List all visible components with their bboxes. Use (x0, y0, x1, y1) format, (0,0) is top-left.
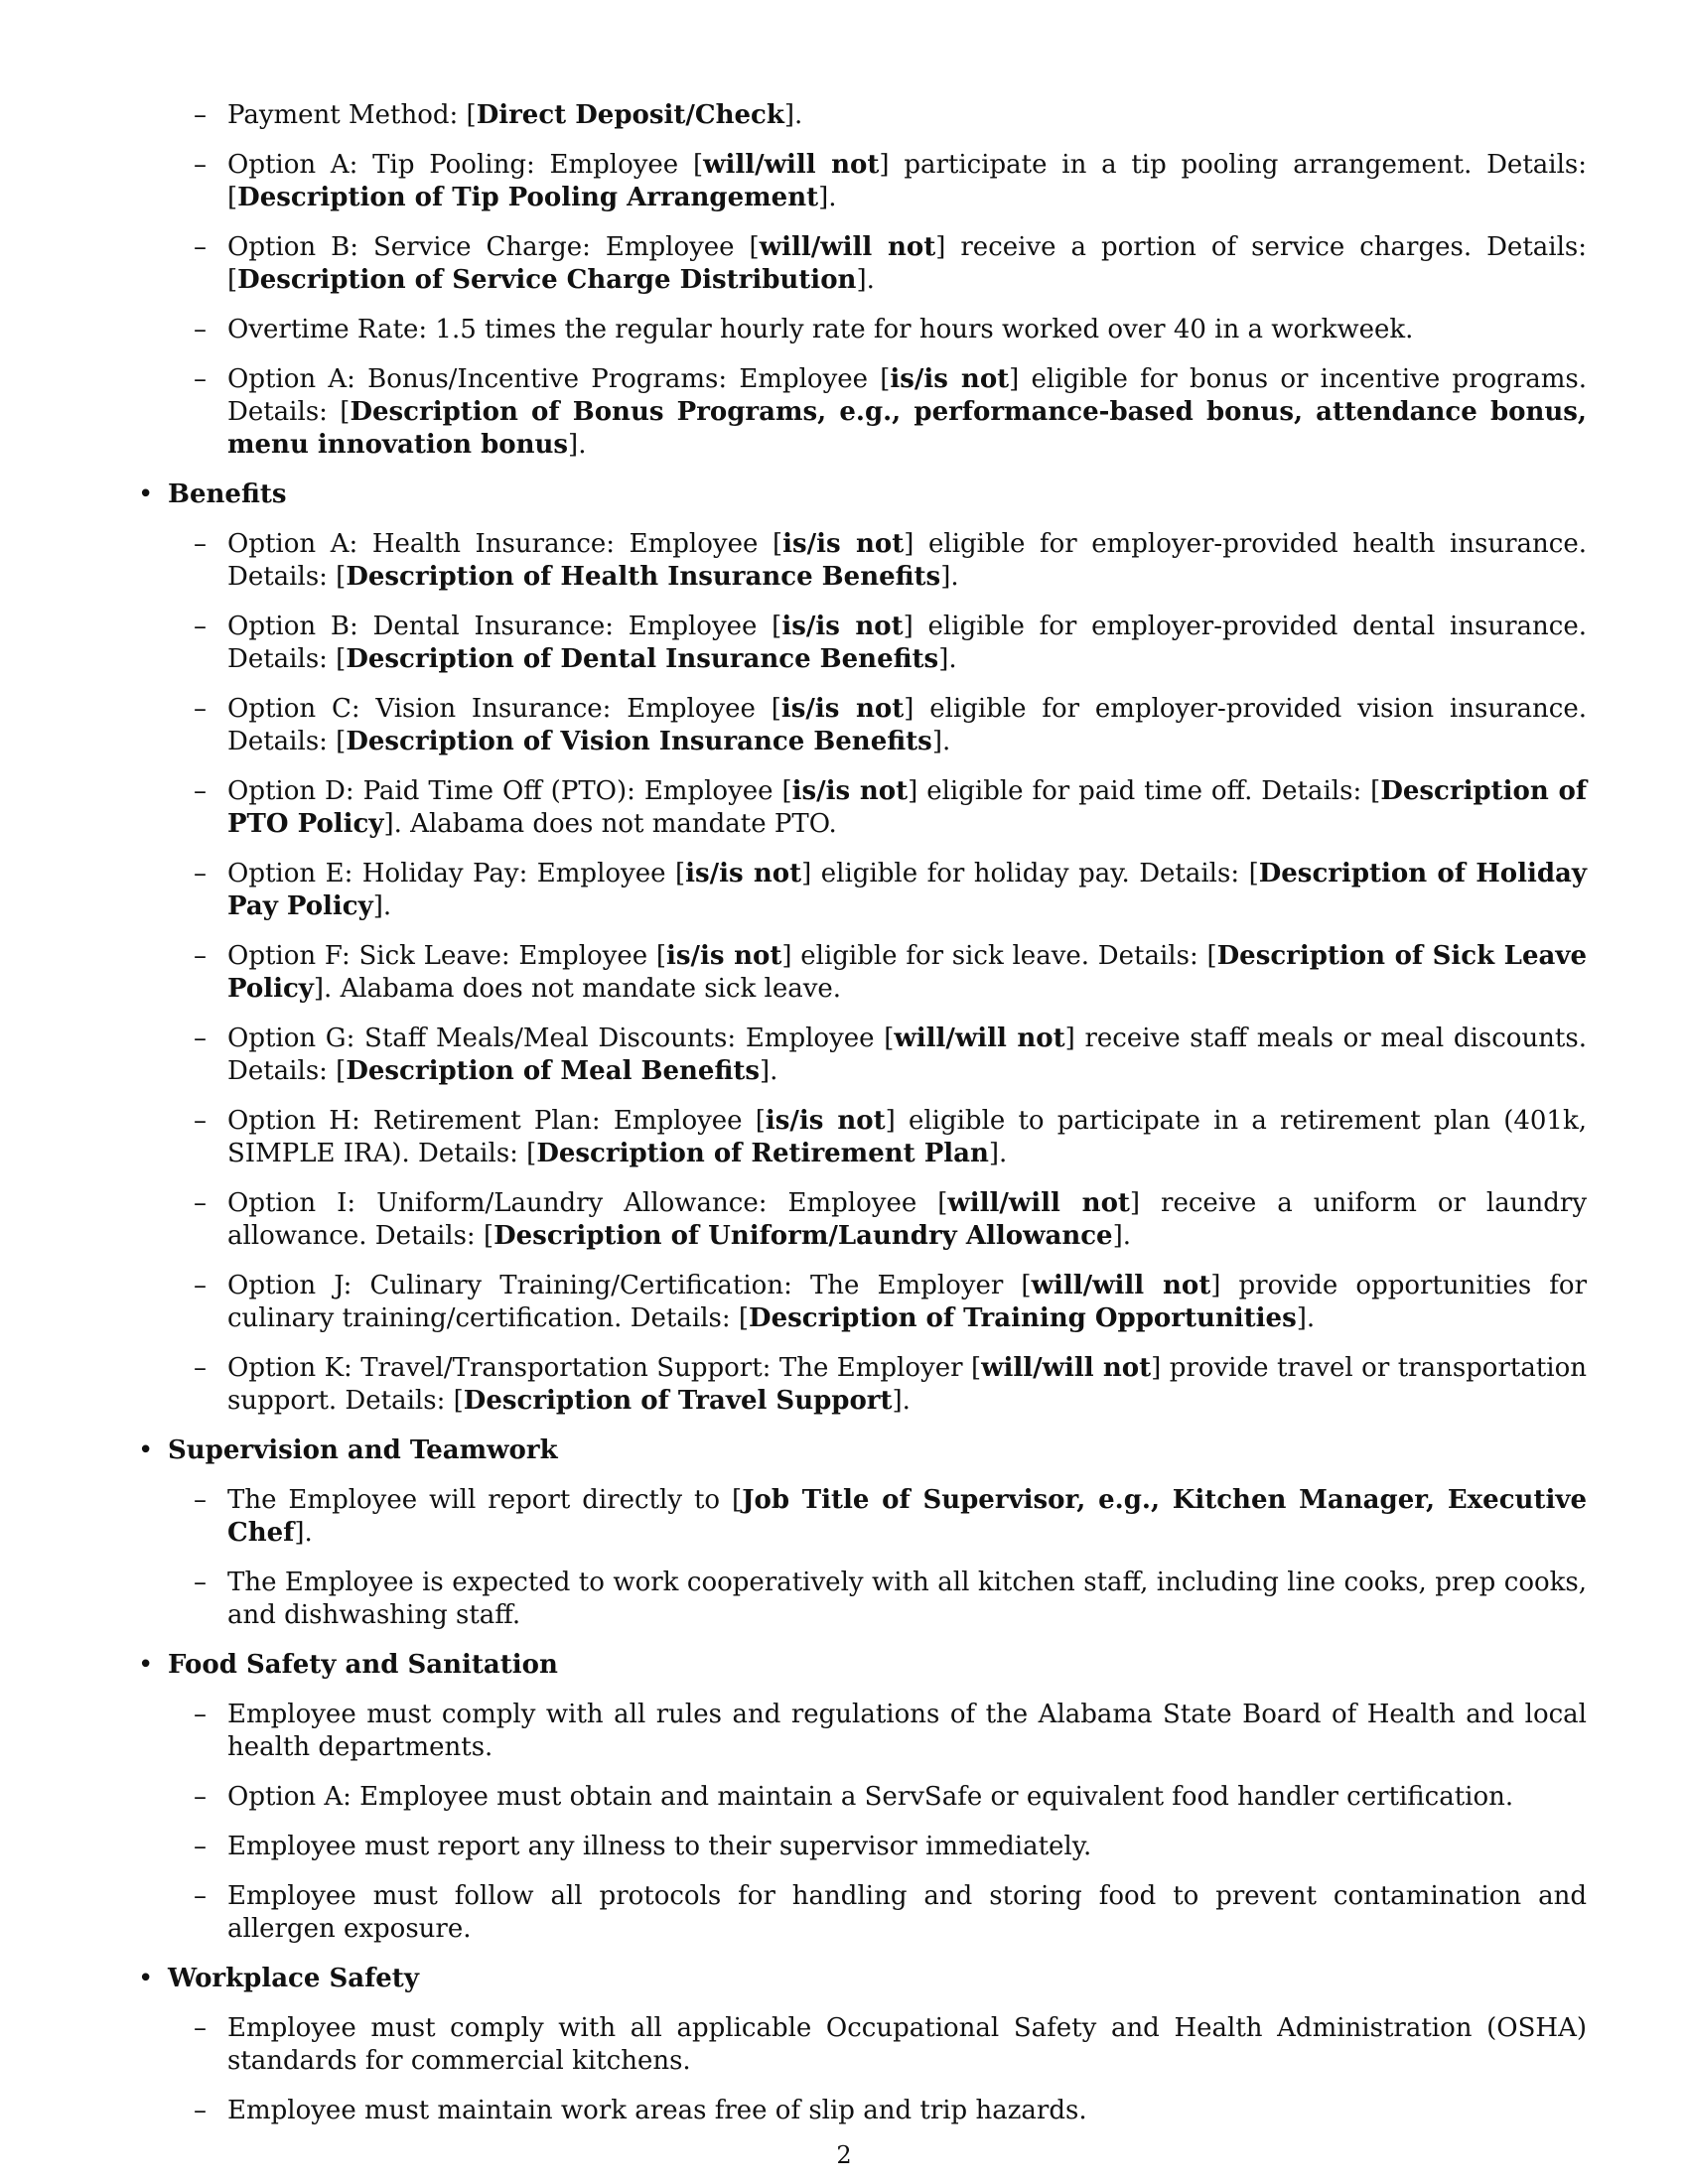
item-text: ] eligible for employer-provided vision insurance. Details: [ (227, 694, 1587, 756)
item-text: ]. (856, 265, 875, 295)
placeholder-text: is/is not (781, 612, 904, 641)
placeholder-text: is/is not (666, 941, 782, 971)
dash-marker: – (194, 2013, 207, 2043)
dash-marker: – (194, 694, 207, 724)
placeholder-text: Description of Tip Pooling Arrangement (237, 183, 819, 212)
dash-marker: – (194, 1832, 207, 1861)
item-text: ] eligible for employer-provided health insurance. Details: [ (227, 529, 1587, 592)
dash-marker: – (194, 100, 207, 130)
list-item (194, 940, 1588, 1006)
list-item (194, 1187, 1588, 1253)
placeholder-text: Description of Retirement Plan (536, 1139, 989, 1168)
bullet-marker: • (138, 1435, 154, 1465)
section-items (168, 528, 1587, 1418)
dash-marker: – (194, 1881, 207, 1911)
list-item (194, 231, 1587, 297)
dash-marker: – (194, 1024, 207, 1053)
section (134, 478, 1587, 1418)
placeholder-text: Description of PTO Policy (227, 776, 1588, 839)
dash-marker: – (194, 150, 207, 180)
placeholder-text: will/will not (759, 232, 936, 262)
dash-marker: – (194, 1485, 207, 1515)
list-item (194, 858, 1587, 923)
item-text: ]. (760, 1056, 778, 1086)
section-items (168, 1699, 1587, 1946)
placeholder-text: Description of Health Insurance Benefits (346, 562, 941, 592)
section-title: Food Safety and Sanitation (168, 1650, 558, 1680)
list-item (194, 528, 1587, 594)
item-text: ] eligible for paid time off. Details: [ (908, 776, 1381, 806)
list-item (194, 611, 1588, 676)
list-item (194, 1699, 1587, 1764)
placeholder-text: will/will not (947, 1188, 1130, 1218)
placeholder-text: Description of Training Opportunities (749, 1303, 1297, 1333)
dash-marker: – (194, 529, 207, 559)
item-text: Payment Method: [ (227, 100, 477, 130)
placeholder-text: is/is not (782, 529, 905, 559)
placeholder-text: Description of Uniform/Laundry Allowance (493, 1221, 1113, 1251)
dash-marker: – (194, 364, 207, 394)
list-item (194, 1781, 1587, 1814)
placeholder-text: is/is not (890, 364, 1010, 394)
list-item (194, 1023, 1587, 1088)
list-item (194, 1567, 1587, 1632)
list-item (194, 693, 1587, 758)
item-text: ] provide travel or transportation support. Details: [ (227, 1353, 1587, 1416)
item-text: ] eligible to participate in a retirement plan (401k, SIMPLE IRA). Details: [ (227, 1106, 1587, 1168)
dash-marker: – (194, 1188, 207, 1218)
section-items (168, 2012, 1587, 2127)
item-text: Option J: Culinary Training/Certification: The Employer [ (227, 1271, 1032, 1300)
placeholder-text: will/will not (1031, 1271, 1211, 1300)
item-text: Option A: Bonus/Incentive Programs: Employee [ (227, 364, 891, 394)
item-text: The Employee will report directly to [ (227, 1485, 743, 1515)
list-item (194, 2095, 1587, 2127)
dash-marker: – (194, 1271, 207, 1300)
document-body (134, 99, 1587, 2144)
item-text: Option C: Vision Insurance: Employee [ (227, 694, 781, 724)
item-text: Employee must maintain work areas free of slip and trip hazards. (227, 2096, 1087, 2125)
placeholder-text: is/is not (765, 1106, 886, 1136)
section (134, 1963, 1587, 2127)
compensation-continuation-list (134, 99, 1587, 462)
item-text: ]. (988, 1139, 1008, 1168)
item-text: Option A: Tip Pooling: Employee [ (227, 150, 704, 180)
list-item (194, 1831, 1587, 1863)
item-text: Option G: Staff Meals/Meal Discounts: Employee [ (227, 1024, 895, 1053)
item-text: ]. Alabama does not mandate PTO. (383, 809, 837, 839)
dash-marker: – (194, 1700, 207, 1729)
item-text: ]. (1296, 1303, 1316, 1333)
item-text: ]. (938, 644, 957, 674)
item-text: ] eligible for holiday pay. Details: [ (801, 859, 1259, 888)
section-title: Benefits (168, 479, 287, 509)
dash-marker: – (194, 1568, 207, 1597)
item-text: Option D: Paid Time Off (PTO): Employee [ (227, 776, 792, 806)
list-item (194, 1105, 1587, 1170)
dash-marker: – (194, 315, 207, 344)
dash-marker: – (194, 859, 207, 888)
placeholder-text: is/is not (791, 776, 909, 806)
placeholder-text: Direct Deposit/Check (476, 100, 784, 130)
item-text: ] eligible for sick leave. Details: [ (781, 941, 1217, 971)
item-text: Option H: Retirement Plan: Employee [ (227, 1106, 766, 1136)
section-title: Workplace Safety (168, 1964, 419, 1993)
placeholder-text: Description of Bonus Programs, e.g., performance-based bonus, attendance bonus, menu innovation bonus (227, 397, 1587, 460)
item-text: Employee must follow all protocols for handling and storing food to prevent contamination and allergen exposure. (227, 1881, 1587, 1944)
dash-marker: – (194, 2096, 207, 2125)
item-text: ]. (1112, 1221, 1132, 1251)
placeholder-text: Description of Travel Support (463, 1386, 893, 1416)
item-text: Option E: Holiday Pay: Employee [ (227, 859, 686, 888)
item-text: ]. (372, 891, 392, 921)
dash-marker: – (194, 1782, 207, 1812)
item-text: Option K: Travel/Transportation Support: The Employer [ (227, 1353, 982, 1383)
dash-marker: – (194, 612, 207, 641)
item-text: ]. (294, 1518, 313, 1548)
list-item (194, 149, 1587, 214)
page-number: 2 (836, 2141, 852, 2169)
item-text: Option B: Dental Insurance: Employee [ (227, 612, 782, 641)
item-text: ]. (783, 100, 803, 130)
bullet-marker: • (138, 1964, 154, 1993)
placeholder-text: is/is not (780, 694, 905, 724)
placeholder-text: Description of Service Charge Distribution (237, 265, 857, 295)
dash-marker: – (194, 232, 207, 262)
placeholder-text: Job Title of Supervisor, e.g., Kitchen Manager, Executive Chef (227, 1485, 1587, 1548)
bullet-marker: • (138, 1650, 154, 1680)
section-title: Supervision and Teamwork (168, 1435, 558, 1465)
item-text: ]. (568, 430, 587, 460)
placeholder-text: will/will not (894, 1024, 1065, 1053)
list-item (194, 1880, 1587, 1946)
item-text: ]. Alabama does not mandate sick leave. (313, 974, 842, 1004)
item-text: Option F: Sick Leave: Employee [ (227, 941, 667, 971)
list-item (194, 775, 1588, 841)
list-item (194, 2012, 1587, 2078)
item-text: ] receive a uniform or laundry allowance. Details: [ (227, 1188, 1588, 1251)
placeholder-text: Description of Vision Insurance Benefits (346, 727, 932, 756)
section-list (134, 478, 1587, 2127)
item-text: ] eligible for employer-provided dental insurance. Details: [ (227, 612, 1588, 674)
section (134, 1434, 1587, 1632)
dash-marker: – (194, 776, 207, 806)
list-item (194, 1270, 1588, 1335)
dash-marker: – (194, 941, 207, 971)
item-text: Option B: Service Charge: Employee [ (227, 232, 760, 262)
list-item (194, 314, 1587, 346)
item-text: Option A: Health Insurance: Employee [ (227, 529, 783, 559)
section-items (168, 1484, 1587, 1632)
placeholder-text: Description of Holiday Pay Policy (227, 859, 1587, 921)
list-item (194, 1352, 1587, 1418)
list-item (194, 363, 1587, 462)
item-text: Overtime Rate: 1.5 times the regular hourly rate for hours worked over 40 in a workweek. (227, 315, 1414, 344)
dash-marker: – (194, 1106, 207, 1136)
item-text: Employee must comply with all applicable Occupational Safety and Health Administration (OSHA) standards for commercial kitchens. (227, 2013, 1587, 2076)
placeholder-text: is/is not (685, 859, 802, 888)
section (134, 1649, 1587, 1946)
dash-marker: – (194, 1353, 207, 1383)
item-text: Employee must report any illness to their supervisor immediately. (227, 1832, 1092, 1861)
item-text: ] provide opportunities for culinary training/certification. Details: [ (227, 1271, 1588, 1333)
item-text: Employee must comply with all rules and regulations of the Alabama State Board of Health and local health departments. (227, 1700, 1587, 1762)
list-item (194, 99, 1587, 132)
bullet-marker: • (138, 479, 154, 509)
item-text: ] receive staff meals or meal discounts. Details: [ (227, 1024, 1587, 1086)
item-text: ]. (818, 183, 837, 212)
placeholder-text: will/will not (981, 1353, 1152, 1383)
placeholder-text: Description of Meal Benefits (346, 1056, 761, 1086)
item-text: ]. (931, 727, 951, 756)
item-text: ]. (892, 1386, 911, 1416)
placeholder-text: Description of Dental Insurance Benefits (346, 644, 939, 674)
item-text: ]. (940, 562, 959, 592)
item-text: ] participate in a tip pooling arrangement. Details: [ (227, 150, 1587, 212)
item-text: ] receive a portion of service charges. Details: [ (227, 232, 1587, 295)
item-text: The Employee is expected to work cooperatively with all kitchen staff, including line cooks, prep cooks, and dishwashing staff. (227, 1568, 1587, 1630)
placeholder-text: Description of Sick Leave Policy (227, 941, 1588, 1004)
item-text: ] eligible for bonus or incentive programs. Details: [ (227, 364, 1587, 427)
list-item (194, 1484, 1587, 1550)
item-text: Option I: Uniform/Laundry Allowance: Employee [ (227, 1188, 948, 1218)
placeholder-text: will/will not (703, 150, 880, 180)
item-text: Option A: Employee must obtain and maintain a ServSafe or equivalent food handler certification. (227, 1782, 1514, 1812)
